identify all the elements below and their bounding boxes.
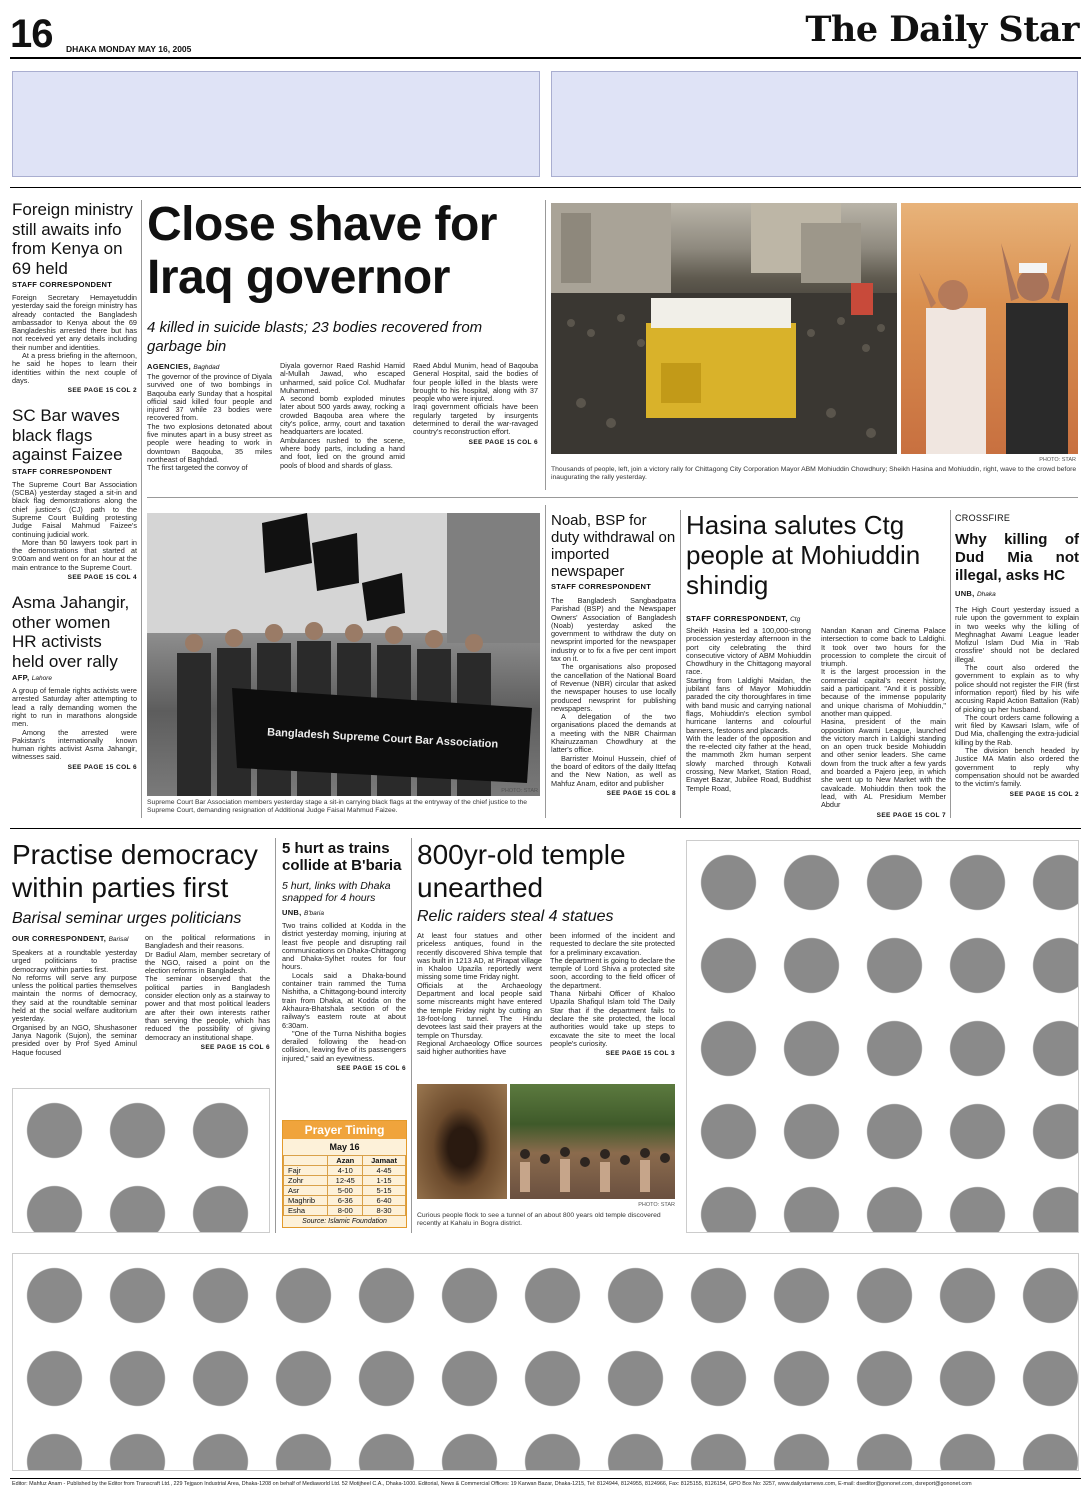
section-rule xyxy=(147,497,1078,498)
jump-link[interactable]: SEE PAGE 15 COL 6 xyxy=(200,1043,270,1051)
democracy-col-2 xyxy=(145,934,270,1057)
column-rule xyxy=(411,838,412,1233)
prayer-jamaat: 5-15 xyxy=(363,1186,406,1196)
table-header xyxy=(284,1156,328,1166)
hasina-mohiuddin-photo[interactable] xyxy=(901,203,1078,454)
scba-protest-illustration xyxy=(147,513,540,796)
page-number: 16 xyxy=(10,12,53,56)
byline-place: B'baria xyxy=(303,910,324,917)
paragraph: The Supreme Court Bar Association (SCBA) yesterday staged a sit-in and black flag demonstrations along the chief justice's (CJ) path to the Supreme Court Building protesting Judge Faisal Mahmud Faizee's continuing judicial work. xyxy=(12,479,137,539)
dateline-city: DHAKA xyxy=(66,44,97,54)
paragraph: A delegation of the two organisations placed the demands at a meeting with the NBR Chairman Khairuzzaman Chowdhury at the latter's office. xyxy=(551,712,676,755)
jump-link[interactable]: SEE PAGE 15 COL 4 xyxy=(67,574,137,582)
prayer-name: Esha xyxy=(284,1206,328,1216)
scba-protest-photo[interactable] xyxy=(147,513,540,796)
byline-agency: AFP xyxy=(12,673,27,683)
story-sc-bar xyxy=(12,406,137,581)
byline: STAFF CORRESPONDENT xyxy=(12,466,113,476)
prayer-name: Maghrib xyxy=(284,1196,328,1206)
temple-crowd-illustration xyxy=(510,1084,675,1199)
story-body: Sheikh Hasina led a 100,000-strong procession yesterday afternoon in the port city celebrating the third consecutive victory of ABM Mohiuddin Chowdhury in the Chittagong mayoral race. Starting from Laldighi Maidan, the jubilant fans of Mayor Mohiuddin paraded the city thoroughfares in time with band music and carrying national flags, Mohiuddin's election symbol hurricane lanterns and colourful banners, festoons and placards. With the leader of the opposition and the re-elected city father at the head, the mammoth 2km human serpent slowly marched through Kotwali crossing, New Market, Station Road, Enayet Bazar, Jubilee Road, Buddhist Temple Road, xyxy=(686,626,811,793)
paragraph: Foreign Secretary Hemayetuddin yesterday said the foreign ministry has already contacted the Bangladesh ambassador to Kenya about the 69 Bangladeshis arrested there but has not received yet any details including their number and identities. xyxy=(12,293,137,352)
temple-photo-caption: Curious people flock to see a tunnel of an about 800 years old temple discovered recently at Kahalu in Bogra district. xyxy=(417,1212,661,1227)
headline-temple[interactable]: 800yr-old temple unearthed xyxy=(417,839,626,903)
story-body xyxy=(12,294,137,385)
story-body: At least four statues and other priceless antiques, found in the recently discovered Shiva temple that was built in 1213 AD, at Pirapat village in Khaloo Upazila reportedly went missing some time Friday night. Officials at the Archaeology Department and local people said some miscreants might have entered the temple Friday night by cutting an 18-foot-long tunnel. The Hindu devotees last said their prayers at the temple on Thursday. Regional Archaeology Office sources said higher authorities have xyxy=(417,931,542,1057)
byline: STAFF CORRESPONDENT, Ctg xyxy=(686,614,801,623)
table-row xyxy=(284,1176,406,1186)
table-row xyxy=(284,1166,406,1176)
byline: UNB, B'baria xyxy=(282,908,324,917)
table-header-row xyxy=(284,1156,406,1166)
headline-hasina[interactable]: Hasina salutes Ctg people at Mohiuddin shindig xyxy=(686,510,921,600)
prayer-azan: 5-00 xyxy=(328,1186,363,1196)
left-column xyxy=(12,200,137,771)
paragraph: The Bangladesh Sangbadpatra Parishad (BSP) and the Newspaper Owners' Association of Bangladesh (Noab) yesterday asked the government to withdraw the duty on newsprint imported for the newspaper industry or to fix a five per cent import tax on it. xyxy=(551,596,676,664)
headline-trains[interactable]: 5 hurt as trains collide at B'baria xyxy=(282,840,402,874)
lead-story xyxy=(147,198,540,473)
paragraph: Two trains collided at Kodda in the district yesterday morning, injuring at least five people and disrupting rail communications on Dhaka-Chittagong and Dhaka-Sylhet routes for four hours. xyxy=(282,921,406,972)
headline-asma-jahangir[interactable]: Asma Jahangir, other women HR activists held over rally xyxy=(12,593,130,671)
column-rule xyxy=(545,200,546,490)
byline-agency: OUR CORRESPONDENT xyxy=(12,934,104,943)
prayer-timing-box xyxy=(282,1120,407,1228)
story-noab xyxy=(551,512,676,797)
story-body xyxy=(12,481,137,572)
photo-credit: PHOTO: STAR xyxy=(1039,457,1076,463)
paragraph: More than 50 lawyers took part in the demonstrations that started at 9:00am and went on for an hour at the main entrance to the Supreme Court. xyxy=(12,537,137,572)
prayer-table xyxy=(283,1155,406,1216)
polka-dot-ad-bottom[interactable] xyxy=(12,1253,1079,1471)
byline-agency: STAFF CORRESPONDENT xyxy=(686,614,786,623)
prayer-azan: 12-45 xyxy=(328,1176,363,1186)
jump-link[interactable]: SEE PAGE 15 COL 2 xyxy=(67,387,137,395)
prayer-jamaat: 1-15 xyxy=(363,1176,406,1186)
prayer-azan: 8-00 xyxy=(328,1206,363,1216)
lead-col-2 xyxy=(280,362,405,473)
story-trains xyxy=(282,840,406,1072)
dateline xyxy=(66,44,191,54)
story-body: on the political reformations in Bangladesh and their reasons. Dr Badiul Alam, member secretary of the NGO, raised a point on the election reforms in Bangladesh. The seminar observed that the political parties in Bangladesh consider election only as a stairway to power and that most political leaders are after their own interests rather than serving the people, which has reduced the possibility of giving democracy an institutional shape. xyxy=(145,933,270,1042)
byline-agency: AGENCIES xyxy=(147,362,189,371)
masthead-logo: The Daily Star xyxy=(805,9,1079,50)
democracy-col-1 xyxy=(12,934,137,1057)
temple-crowd-photo[interactable] xyxy=(510,1084,675,1199)
prayer-title: Prayer Timing xyxy=(283,1121,406,1139)
prayer-name: Fajr xyxy=(284,1166,328,1176)
byline: UNB, Dhaka xyxy=(955,589,996,598)
democracy-columns xyxy=(12,934,270,1057)
byline-agency: UNB xyxy=(955,589,973,598)
hasina-columns xyxy=(686,627,946,819)
prayer-jamaat: 4-45 xyxy=(363,1166,406,1176)
prayer-name: Zohr xyxy=(284,1176,328,1186)
story-body xyxy=(551,597,676,788)
byline: STAFF CORRESPONDENT xyxy=(12,280,113,289)
paragraph: The court orders came following a writ filed by Kawsari Islam, wife of Dud Mia, challenging the extra-judicial killing by the Rab. xyxy=(955,712,1079,747)
paragraph: At a press briefing in the afternoon, he said he hopes to learn their identities within the next couple of days. xyxy=(12,351,137,385)
headline-foreign-ministry[interactable]: Foreign ministry still awaits info from Kenya on 69 held xyxy=(12,200,133,278)
footer-imprint: Editor: Mahfuz Anam - Published by the Editor from Transcraft Ltd., 229 Tejgaon Industrial Area, Dhaka-1208 on behalf of Mediaworld Ltd. 52 Motijheel C.A., Dhaka-1000. Editorial, News & Commercial Offices: 19 Karwan Bazar, Dhaka-1215, Tel: 8124944, 8124955, 8124966, Fax: 8125155, 8126154, GPO Box No: 3257, www.dailystarnews.com, E-mail: dseditor@gononet.com, dsreport@gononet.com xyxy=(12,1481,972,1487)
temple-subhead: Relic raiders steal 4 statues xyxy=(417,908,614,925)
jump-link[interactable]: SEE PAGE 15 COL 8 xyxy=(606,789,676,797)
jump-link[interactable]: SEE PAGE 15 COL 6 xyxy=(336,1065,406,1073)
photo-credit: PHOTO: STAR xyxy=(501,788,538,794)
hasina-col-2 xyxy=(821,627,946,819)
dateline-date: MONDAY MAY 16, 2005 xyxy=(98,44,192,54)
section-rule xyxy=(10,828,1081,829)
story-body: been informed of the incident and requested to declare the site protected for a preliminary excavation. The department is going to declare the temple of Lord Shiva a protected site soon, according to the field officer of the department. Thana Nirbahi Officer of Khaloo Upazila Shafiqul Islam told The Daily Star that if the department fails to declare the site protected, the local authorities would take up steps to excavate the site to meet the local people's curiosity. xyxy=(550,931,675,1048)
temple-col-2 xyxy=(550,932,675,1057)
story-foreign-ministry xyxy=(12,200,137,394)
hasina-mohiuddin-illustration xyxy=(901,203,1078,454)
paragraph: The division bench headed by Justice MA Matin also ordered the government to reply why compensation should not be awarded to the victim's family. xyxy=(955,746,1079,789)
column-rule xyxy=(141,200,142,818)
table-row xyxy=(284,1196,406,1206)
paragraph: Barrister Moinul Hussein, chief of the board of editors of the daily Ittefaq and the New Nation, as well as Mahfuz Anam, editor and publisher xyxy=(551,753,676,788)
table-row xyxy=(284,1206,406,1216)
prayer-date: May 16 xyxy=(329,1142,360,1152)
byline-place: Barisal xyxy=(108,936,129,943)
jump-link[interactable]: SEE PAGE 15 COL 6 xyxy=(468,438,538,446)
column-rule xyxy=(275,838,276,1233)
trains-subhead: 5 hurt, links with Dhaka snapped for 4 hours xyxy=(282,880,391,904)
photo-credit: PHOTO: STAR xyxy=(638,1202,675,1208)
story-body: Diyala governor Raed Rashid Hamid al-Mullah Jawad, who escaped unharmed, said police Col. Mudhafar Muhammed. A second bomb exploded minutes later about 500 yards away, rocking a crowded Baqouba area where the city's police, army, court and taxation headquarters are located. Ambulances rushed to the scene, where body parts, including a hand and foot, lied on the ground amid pools of blood and shards of glass. xyxy=(280,361,405,470)
byline: AFP, Lahore xyxy=(12,673,52,683)
lead-subhead: 4 killed in suicide blasts; 23 bodies recovered from garbage bin xyxy=(147,319,483,355)
headline-noab[interactable]: Noab, BSP for duty withdrawal on imported newspaper xyxy=(551,512,676,580)
story-democracy xyxy=(12,838,270,1057)
byline-agency: UNB xyxy=(282,908,300,917)
jump-link[interactable]: SEE PAGE 15 COL 7 xyxy=(876,811,946,819)
polka-dot-ad-right[interactable] xyxy=(686,840,1079,1233)
temple-columns xyxy=(417,932,675,1057)
ad-box-right[interactable] xyxy=(551,71,1078,177)
prayer-jamaat: 8-30 xyxy=(363,1206,406,1216)
paragraph: A group of female rights activists were arrested Saturday after attempting to lead a rally demanding women the right to run in marathons alongside men. xyxy=(12,686,137,729)
paragraph: The court also ordered the government to explain as to why police should not register the FIR (first information report) filed by his wife accusing Rapid Action Battalion (Rab) of picking up her husband. xyxy=(955,663,1079,714)
column-rule xyxy=(680,510,681,818)
rally-crowd-illustration xyxy=(551,203,897,454)
byline: OUR CORRESPONDENT, Barisal xyxy=(12,934,129,943)
lead-col-1 xyxy=(147,362,272,473)
headline-sc-bar[interactable]: SC Bar waves black flags against Faizee xyxy=(12,406,123,465)
prayer-jamaat: 6-40 xyxy=(363,1196,406,1206)
story-body xyxy=(282,922,406,1063)
lead-headline[interactable]: Close shave for Iraq governor xyxy=(147,198,497,304)
paragraph: "One of the Turna Nishitha bogies derailed following the head-on collision, leaving five of its passengers injured," said an eyewitness. xyxy=(282,1028,406,1063)
byline: STAFF CORRESPONDENT xyxy=(551,582,652,591)
story-temple xyxy=(417,838,675,1057)
story-crossfire xyxy=(955,513,1079,798)
lead-col-3 xyxy=(413,362,538,473)
ad-box-left[interactable] xyxy=(12,71,540,177)
story-body: Raed Abdul Munim, head of Baqouba General Hospital, said the bodies of four people killed in the blasts were brought to his hospital, along with 37 people who were injured. Iraqi government officials have been regularly targeted by insurgents determined to derail the war-ravaged country's reconstruction effort. xyxy=(413,361,538,437)
paragraph: Locals said a Dhaka-bound container train rammed the Turna Nishitha, a Chittagong-bound intercity train from Dhaka, at Kodda on the Akhaura-Bhatshala section of the railway's eastern route at about 6:30am. xyxy=(282,970,406,1030)
story-body xyxy=(12,687,137,762)
jump-link[interactable]: SEE PAGE 15 COL 3 xyxy=(605,1050,675,1058)
byline: AGENCIES, Baghdad xyxy=(147,362,220,371)
temple-tunnel-photo[interactable] xyxy=(417,1084,507,1199)
top-photo-caption: Thousands of people, left, join a victory rally for Chittagong City Corporation Mayor ABM Mohiuddin Chowdhury; Sheikh Hasina and Mohiuddin, right, wave to the crowd before inaugurating the rally yesterday. xyxy=(551,466,1077,481)
paragraph: Among the arrested were Pakistan's internationally known human rights activist Asma Jahangir, witnesses said. xyxy=(12,727,137,762)
prayer-source: Source: Islamic Foundation xyxy=(302,1218,387,1225)
ad-divider-rule xyxy=(10,187,1081,188)
table-header: Jamaat xyxy=(363,1156,406,1166)
header-rule xyxy=(10,57,1081,59)
crossfire-kicker: CROSSFIRE xyxy=(955,513,1011,523)
headline-democracy[interactable]: Practise democracy within parties first xyxy=(12,839,258,903)
byline-place: Ctg xyxy=(790,616,801,623)
polka-dot-ad-left[interactable] xyxy=(12,1088,270,1233)
paragraph: The organisations also proposed the cancellation of the National Board of Revenue (NBR) circular that asked the newspaper houses to use locally produced newsprint for publishing newspapers. xyxy=(551,662,676,713)
story-body xyxy=(955,606,1079,789)
headline-crossfire[interactable]: Why killing of Dud Mia not illegal, asks HC xyxy=(955,531,1079,584)
story-body: Nandan Kanan and Cinema Palace intersection to come back to Laldighi. It took over two hours for the procession to complete the circuit of triumph. It is the largest procession in the commercial capital's recent history, said a participant. "And it is possible because of the immense popularity and unique charisma of Mohiuddin," another man quipped. Hasina, president of the main opposition Awami League, launched the victory march in Laldighi standing on an open truck beside Mohiuddin and other senior leaders. She came down from the truck after a few yards and boarded a Pajero jeep, in which she went up to New Market with the cavalcade. Mohiuddin then took the lead, with AL Presidium Member Abdur xyxy=(821,626,946,810)
jump-link[interactable]: SEE PAGE 15 COL 6 xyxy=(67,763,137,771)
story-hasina xyxy=(686,510,946,819)
story-body: Speakers at a roundtable yesterday urged politicians to practise democracy within parties first. No reforms will serve any purpose unless the political parties themselves maintain the norms of democracy, they said at the roundtable seminar held at the social welfare auditorium yesterday. Organised by an NGO, Shushasoner Janya Nagorik (Sujon), the seminar presided over by Prof Syed Aminul Haque focused xyxy=(12,948,137,1057)
rally-crowd-photo[interactable] xyxy=(551,203,897,454)
prayer-azan: 6-36 xyxy=(328,1196,363,1206)
story-asma-jahangir xyxy=(12,593,137,771)
footer-rule xyxy=(10,1478,1081,1479)
byline-place: Dhaka xyxy=(976,591,996,598)
story-body: The governor of the province of Diyala survived one of two bombings in Baqouba early Sunday that a hospital official said killed four people and injured 37 while 23 bodies were recovered from. The two explosions detonated about five minutes apart in a busy street as people were heading to work in downtown Baqouba, 35 miles northeast of Baghdad. The first targeted the convoy of xyxy=(147,372,272,473)
paragraph: The High Court yesterday issued a rule upon the government to explain in two weeks why the killing of Meghnaghat Awami League leader Mofizul Islam Dud Mia in 'Rab crossfire' should not be declared illegal. xyxy=(955,605,1079,664)
table-header: Azan xyxy=(328,1156,363,1166)
scba-photo-caption: Supreme Court Bar Association members yesterday stage a sit-in carrying black flags at the entryway of the chief justice to the Supreme Court, demanding resignation of Additional Judge Faisal Mahmud Faizee. xyxy=(147,799,528,814)
table-row xyxy=(284,1186,406,1196)
byline-place: Lahore xyxy=(31,675,52,683)
protest-banner-text: Bangladesh Supreme Court Bar Association xyxy=(266,726,499,751)
byline-place: Baghdad xyxy=(193,364,220,371)
prayer-name: Asr xyxy=(284,1186,328,1196)
column-rule xyxy=(545,505,546,818)
democracy-subhead: Barisal seminar urges politicians xyxy=(12,910,242,927)
prayer-azan: 4-10 xyxy=(328,1166,363,1176)
lead-columns xyxy=(147,362,540,473)
jump-link[interactable]: SEE PAGE 15 COL 2 xyxy=(1009,790,1079,798)
column-rule xyxy=(950,510,951,818)
